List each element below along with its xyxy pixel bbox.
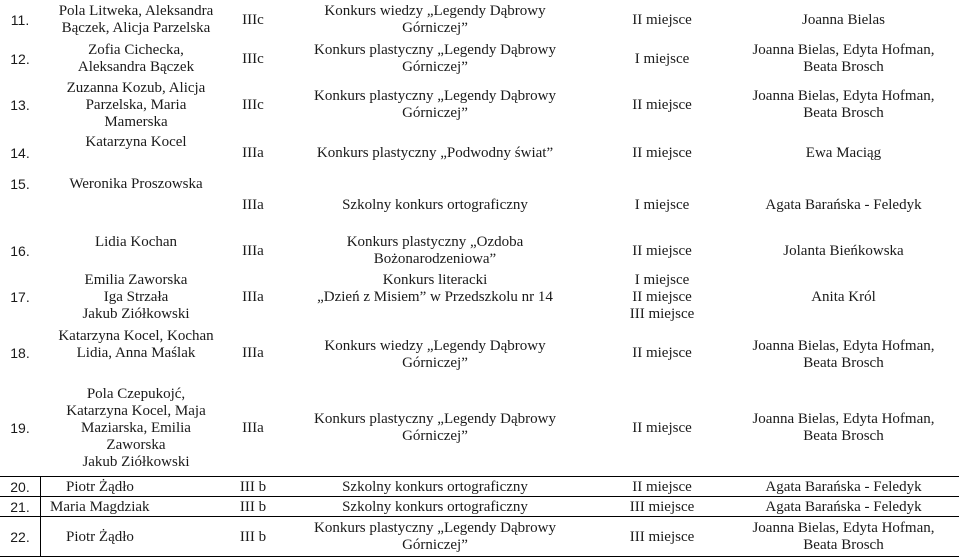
student-names (40, 380, 232, 476)
competition-name (274, 40, 596, 78)
teacher: Jolanta Bieńkowska (783, 242, 904, 259)
table-row (0, 78, 959, 132)
competition-line: Bożonarodzeniowa” (373, 251, 497, 267)
place-line: II miejsce (632, 288, 692, 305)
teacher-line: Beata Brosch (803, 428, 884, 444)
class-label: IIIa (242, 145, 264, 161)
table-row (0, 324, 959, 374)
table-rule (0, 476, 959, 477)
teacher: Anita Król (811, 288, 876, 305)
table-row (0, 232, 959, 270)
competition-name (274, 380, 596, 476)
teacher-line: Beata Brosch (803, 355, 884, 371)
table-rule (40, 476, 41, 557)
competition-line: Konkurs plastyczny „Legendy Dąbrowy (313, 88, 556, 104)
student-name: Bączek, Alicja Parzelska (61, 20, 211, 36)
place: II miejsce (632, 345, 692, 361)
place: III miejsce (629, 498, 695, 515)
teacher: Ewa Maciąg (805, 145, 882, 161)
student-name: Maziarska, Emilia (81, 419, 191, 436)
table-row (0, 270, 959, 324)
competition-line: Górniczej” (402, 20, 468, 36)
teacher: Agata Barańska - Feledyk (765, 197, 922, 213)
student-name: Jakub Ziółkowski (82, 305, 190, 322)
competition-line: Konkurs wiedzy „Legendy Dąbrowy (324, 3, 546, 19)
teacher-line: Joanna Bielas, Edyta Hofman, (752, 42, 935, 58)
table-row (0, 0, 959, 40)
class-label: IIIa (242, 345, 264, 361)
student-names: Lidia Kochan (94, 234, 178, 250)
class-label: IIIc (242, 11, 264, 28)
row-number: 12. (10, 50, 30, 67)
row-number: 22. (10, 528, 30, 545)
student-name: Pola Czepukojć, (86, 385, 186, 402)
competition-name: Szkolny konkurs ortograficzny (342, 197, 528, 213)
student-name: Iga Strzała (103, 288, 169, 305)
row-number: 18. (10, 345, 30, 361)
student-name: Emilia Zaworska (84, 271, 188, 288)
class-label: IIIc (242, 96, 264, 113)
teacher: Agata Barańska - Feledyk (765, 498, 922, 515)
place (596, 270, 728, 324)
place: II miejsce (632, 242, 692, 259)
place: I miejsce (634, 50, 690, 67)
competition-name: Szkolny konkurs ortograficzny (342, 498, 528, 515)
competition-line: Górniczej” (402, 537, 468, 553)
competition-line: Górniczej” (402, 355, 468, 371)
teacher (728, 78, 959, 132)
student-names (40, 270, 232, 324)
student-names: Piotr Żądło (66, 528, 134, 545)
competition-line: Konkurs plastyczny „Ozdoba (346, 234, 524, 250)
competition-line: Konkurs literacki (382, 272, 488, 288)
teacher (728, 380, 959, 476)
competition-line: Konkurs wiedzy „Legendy Dąbrowy (324, 338, 546, 354)
student-name: Pola Litweka, Aleksandra (58, 3, 214, 19)
competition-line: Konkurs plastyczny „Legendy Dąbrowy (313, 520, 556, 536)
class-label: IIIa (242, 419, 264, 436)
competition-line: Górniczej” (402, 428, 468, 444)
student-names (40, 78, 232, 132)
teacher: Joanna Bielas (802, 11, 885, 28)
place-line: I miejsce (634, 271, 690, 288)
row-number: 16. (10, 242, 30, 259)
table-rule (0, 516, 959, 517)
teacher (728, 40, 959, 78)
table-row (0, 40, 959, 78)
class-label: IIIa (242, 242, 264, 259)
teacher-line: Joanna Bielas, Edyta Hofman, (752, 338, 935, 354)
student-names: Maria Magdziak (50, 498, 150, 515)
row-number: 15. (10, 176, 30, 192)
row-number: 21. (10, 498, 30, 515)
table-row (0, 170, 959, 228)
competition-name (274, 324, 596, 374)
student-name: Parzelska, Maria (85, 96, 187, 113)
class-label: III b (239, 478, 267, 495)
class-label: III b (239, 528, 267, 545)
teacher: Agata Barańska - Feledyk (765, 478, 922, 495)
student-name: Katarzyna Kocel, Maja (66, 402, 206, 419)
table-row (0, 132, 959, 170)
table-row (0, 477, 959, 497)
class-label: IIIa (242, 288, 264, 305)
student-name: Jakub Ziółkowski (82, 453, 190, 470)
student-names (40, 0, 232, 40)
place: II miejsce (632, 419, 692, 436)
row-number: 19. (10, 419, 30, 436)
competition-name (274, 517, 596, 557)
teacher-line: Beata Brosch (803, 105, 884, 121)
student-name: Zaworska (106, 436, 166, 453)
student-names: Katarzyna Kocel (85, 134, 187, 150)
competition-line: „Dzień z Misiem” w Przedszkolu nr 14 (317, 289, 553, 305)
competition-name: Szkolny konkurs ortograficzny (342, 478, 528, 495)
teacher-line: Joanna Bielas, Edyta Hofman, (752, 88, 935, 104)
competition-line: Konkurs plastyczny „Legendy Dąbrowy (313, 42, 556, 58)
teacher-line: Joanna Bielas, Edyta Hofman, (752, 520, 935, 536)
teacher-line: Beata Brosch (803, 59, 884, 75)
table-row (0, 497, 959, 517)
table-row (0, 517, 959, 557)
class-label: III b (239, 498, 267, 515)
teacher (728, 517, 959, 557)
student-name: Aleksandra Bączek (77, 59, 195, 75)
place: II miejsce (632, 145, 692, 161)
row-number: 13. (10, 96, 30, 113)
teacher-line: Beata Brosch (803, 537, 884, 553)
place: I miejsce (634, 197, 690, 213)
place: II miejsce (632, 11, 692, 28)
row-number: 11. (10, 11, 30, 28)
table-row (0, 380, 959, 476)
student-names (40, 40, 232, 78)
student-name: Lidia, Anna Maślak (76, 345, 196, 361)
competition-line: Konkurs plastyczny „Legendy Dąbrowy (313, 411, 556, 427)
competition-name (274, 270, 596, 324)
table-rule (0, 496, 959, 497)
student-name: Katarzyna Kocel, Kochan (58, 328, 214, 344)
teacher (728, 324, 959, 374)
class-label: IIIa (242, 197, 264, 213)
row-number: 20. (10, 478, 30, 495)
place: II miejsce (632, 478, 692, 495)
student-names (40, 324, 232, 374)
place: III miejsce (629, 528, 695, 545)
student-names: Piotr Żądło (66, 478, 134, 495)
place: II miejsce (632, 96, 692, 113)
place-line: III miejsce (629, 305, 695, 322)
row-number: 17. (10, 288, 30, 305)
competition-line: Górniczej” (402, 105, 468, 121)
student-name: Zofia Cichecka, (88, 42, 184, 58)
competition-name (274, 0, 596, 40)
competition-name (274, 78, 596, 132)
class-label: IIIc (242, 50, 264, 67)
row-number: 14. (10, 145, 30, 161)
competition-line: Górniczej” (402, 59, 468, 75)
competition-name (274, 232, 596, 270)
competition-name: Konkurs plastyczny „Podwodny świat” (316, 145, 554, 161)
student-name: Zuzanna Kozub, Alicja (66, 79, 206, 96)
student-name: Mamerska (104, 113, 168, 130)
teacher-line: Joanna Bielas, Edyta Hofman, (752, 411, 935, 427)
student-names: Weronika Proszowska (69, 176, 203, 192)
